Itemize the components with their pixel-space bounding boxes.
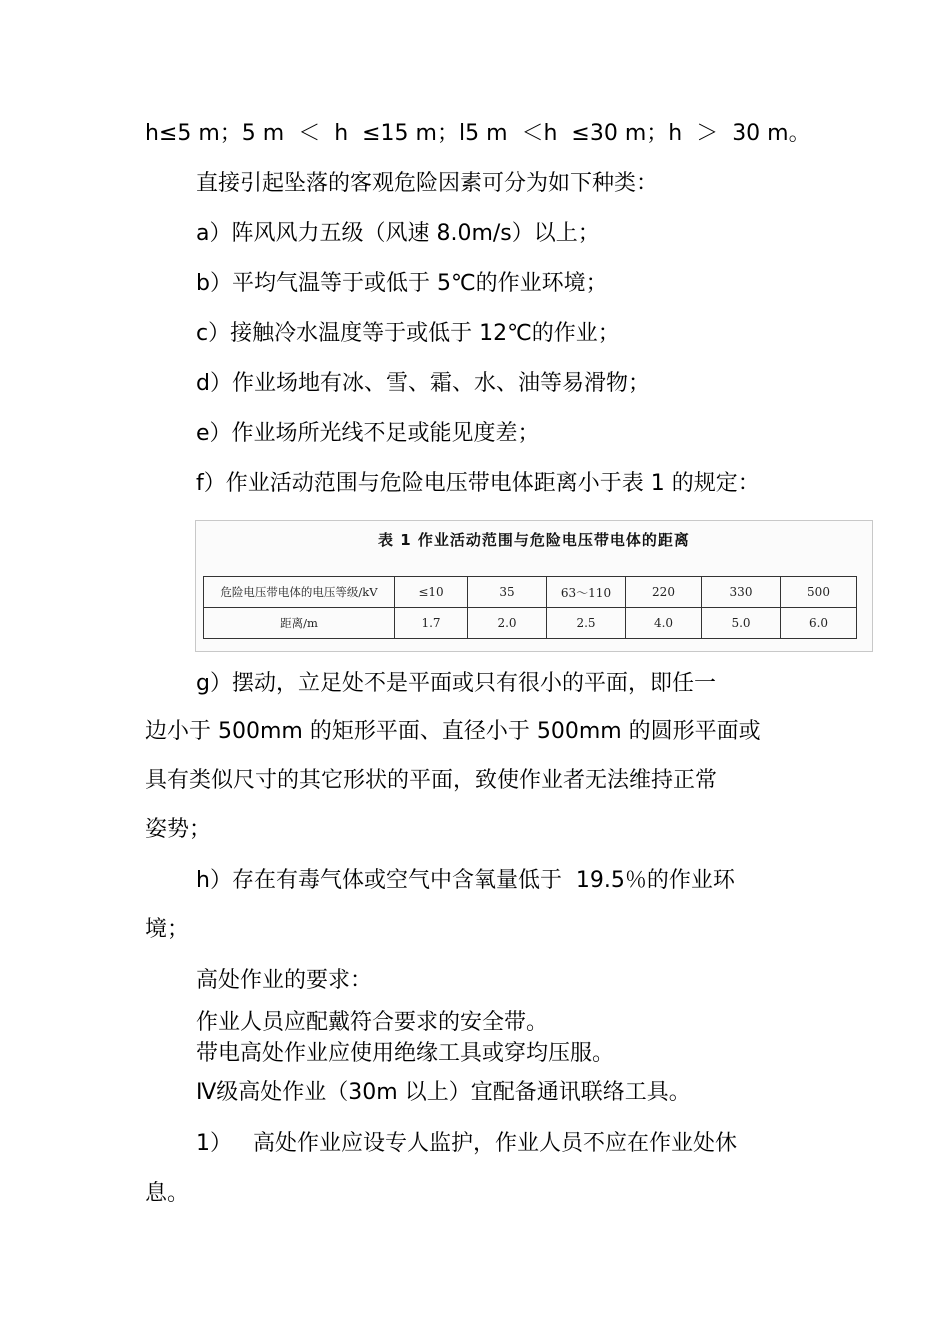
distance-cell: 4.0	[626, 608, 702, 639]
item-1-line1: 1） 高处作业应设专人监护，作业人员不应在作业处休	[196, 1131, 737, 1156]
item-g-line3: 具有类似尺寸的其它形状的平面，致使作业者无法维持正常	[145, 768, 718, 793]
table-row	[204, 577, 857, 608]
voltage-cell: 63～110	[547, 577, 626, 608]
height-ranges-line: h≤5 m；5 m ＜ h ≤15 m；l5 m ＜h ≤30 m；h ＞ 30 m。	[145, 121, 811, 146]
distance-cell: 6.0	[781, 608, 857, 639]
voltage-cell: ≤10	[395, 577, 468, 608]
item-h-line1: h）存在有毒气体或空气中含氧量低于 19.5％的作业环	[196, 868, 735, 893]
risk-factors-intro: 直接引起坠落的客观危险因素可分为如下种类：	[196, 171, 659, 196]
distance-cell: 5.0	[702, 608, 781, 639]
requirement-insulation: 带电高处作业应使用绝缘工具或穿均压服。	[196, 1041, 615, 1066]
distance-header-cell: 距离/m	[204, 608, 395, 639]
voltage-cell: 35	[468, 577, 547, 608]
item-f: f）作业活动范围与危险电压带电体距离小于表 1 的规定：	[196, 471, 760, 496]
item-g-line2: 边小于 500mm 的矩形平面、直径小于 500mm 的圆形平面或	[145, 719, 761, 744]
requirement-harness: 作业人员应配戴符合要求的安全带。	[196, 1010, 549, 1035]
item-c: c）接触冷水温度等于或低于 12℃的作业；	[196, 321, 620, 346]
requirement-communication: Ⅳ级高处作业（30m 以上）宜配备通讯联络工具。	[196, 1080, 691, 1105]
distance-table-figure	[195, 520, 873, 652]
item-g-line4: 姿势；	[145, 817, 212, 842]
voltage-header-cell: 危险电压带电体的电压等级/kV	[204, 577, 395, 608]
item-d: d）作业场地有冰、雪、霜、水、油等易滑物；	[196, 371, 650, 396]
distance-cell: 1.7	[395, 608, 468, 639]
table-caption: 表 1 作业活动范围与危险电压带电体的距离	[378, 531, 690, 549]
distance-table	[203, 576, 857, 639]
item-g-line1: g）摆动，立足处不是平面或只有很小的平面，即任一	[196, 671, 716, 696]
item-h-line2: 境；	[145, 917, 190, 942]
requirements-heading: 高处作业的要求：	[196, 968, 373, 993]
item-e: e）作业场所光线不足或能见度差；	[196, 421, 540, 446]
voltage-cell: 220	[626, 577, 702, 608]
item-1-line2: 息。	[145, 1181, 190, 1206]
distance-cell: 2.5	[547, 608, 626, 639]
voltage-cell: 330	[702, 577, 781, 608]
voltage-cell: 500	[781, 577, 857, 608]
item-b: b）平均气温等于或低于 5℃的作业环境；	[196, 271, 608, 296]
item-a: a）阵风风力五级（风速 8.0m/s）以上；	[196, 221, 600, 246]
table-row	[204, 608, 857, 639]
distance-cell: 2.0	[468, 608, 547, 639]
